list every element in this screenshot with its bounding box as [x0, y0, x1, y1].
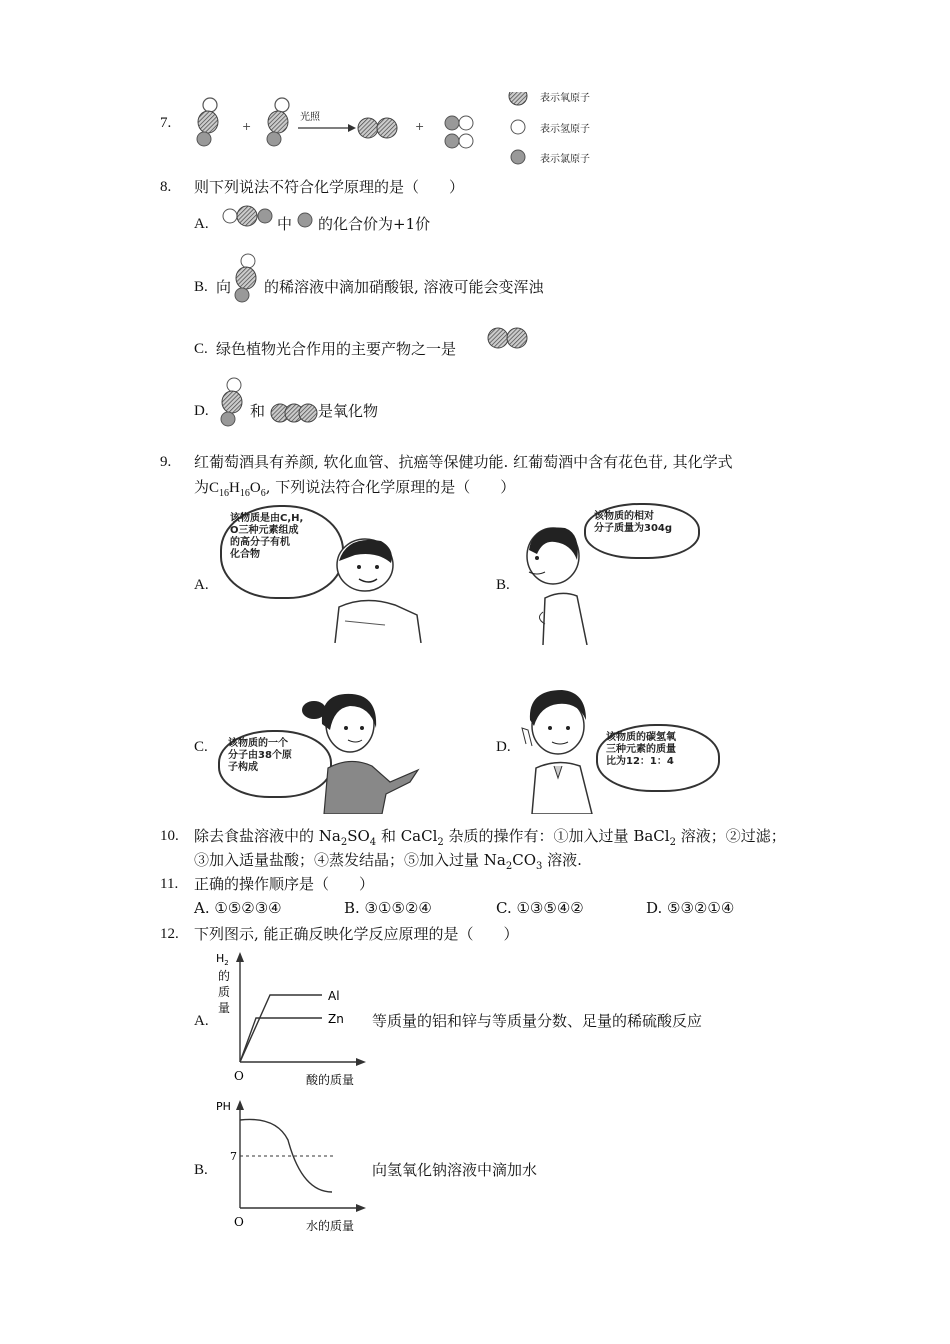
legend-chlorine: 表示氯原子 [540, 154, 590, 165]
question-12-stem: 下列图示, 能正确反映化学反应原理的是（ ） [194, 925, 519, 943]
q8-option-c-text: 绿色植物光合作用的主要产物之一是 [216, 340, 457, 358]
q11-option-c: C. ①③⑤④② [496, 899, 584, 917]
q8-option-c-label: C. [194, 341, 208, 357]
q12-chart-b [210, 1092, 380, 1236]
question-9-line-2: 为$C_{16}H_{16}O_6$, 下列说法符合化学原理的是（ ） [194, 478, 516, 499]
q11-option-b: B. ③①⑤②④ [344, 899, 432, 917]
question-9-number: 9. [160, 454, 172, 470]
ylabel-liang: 量 [218, 1001, 231, 1015]
o3-molecule-icon [270, 400, 318, 426]
o2-molecule-icon [486, 325, 534, 351]
q9-option-b-speech-bubble: 该物质的相对 分子质量为304g [584, 503, 700, 559]
q11-option-a: A. ①⑤②③④ [194, 899, 282, 917]
series-al: Al [328, 989, 340, 1003]
question-9-line-1: 红葡萄酒具有养颜, 软化血管、抗癌等保健功能. 红葡萄酒中含有花色苷, 其化学式 [194, 453, 733, 471]
boy-d-illustration [514, 686, 604, 814]
ylabel-ph: PH [216, 1100, 231, 1113]
q12-option-a-label: A. [194, 1013, 209, 1029]
o2-molecule [358, 118, 397, 138]
legend-hydrogen: 表示氢原子 [540, 124, 590, 135]
hocl-molecule-icon [232, 252, 262, 306]
ylabel-h: $H_2$ [216, 952, 229, 967]
boy-b-illustration [515, 520, 610, 645]
q12-option-b-text: 向氢氧化钠溶液中滴加水 [372, 1161, 538, 1179]
svg-text:+: + [415, 120, 425, 133]
q8-option-a-mid: 中 [277, 215, 293, 233]
q8-option-d-tail: 是氧化物 [318, 402, 379, 420]
origin-a: O [234, 1069, 244, 1083]
hocl-molecule-1 [197, 98, 218, 146]
hocl-molecule-icon-2 [218, 376, 248, 430]
svg-text:+: + [242, 120, 252, 133]
hcl-molecules [445, 116, 473, 148]
question-10-line-2: ③加入适量盐酸；④蒸发结晶；⑤加入过量 $Na_2CO_3$ 溶液. [194, 851, 582, 872]
question-10-line-1: 除去食盐溶液中的 $Na_2SO_4$ 和 CaCl$_2$ 杂质的操作有：①加入过量 BaCl$_2$ 溶液；②过滤； [194, 827, 786, 848]
origin-b: O [234, 1215, 244, 1229]
ylabel-de: 的 [218, 969, 231, 983]
question-11-number: 11. [160, 876, 179, 892]
q8-option-b-head: 向 [216, 278, 232, 296]
q9-option-d-speech-bubble: 该物质的碳氢氧 三种元素的质量 比为12：1：4 [596, 724, 720, 792]
tick-7: 7 [230, 1150, 237, 1163]
q8-option-b-label: B. [194, 279, 208, 295]
question-10-number: 10. [160, 828, 179, 844]
question-8-number: 8. [160, 179, 172, 195]
question-7-number: 7. [160, 115, 172, 131]
q8-option-d-label: D. [194, 403, 209, 419]
xlabel-b: 水的质量 [306, 1219, 355, 1233]
q8-option-a-tail: 的化合价为+1价 [318, 215, 431, 233]
q8-option-b-tail: 的稀溶液中滴加硝酸银, 溶液可能会变浑浊 [264, 278, 544, 296]
q8-option-a-label: A. [194, 216, 209, 232]
q9-option-b-label: B. [496, 577, 510, 593]
q9-option-d-label: D. [496, 739, 511, 755]
question-11-stem: 正确的操作顺序是（ ） [194, 875, 375, 893]
hclo-molecule-icon [220, 204, 320, 234]
question-8-stem: 则下列说法不符合化学原理的是（ ） [194, 178, 465, 196]
q9-option-a-speech-bubble: 该物质是由C,H, O三种元素组成 的高分子有机 化合物 [220, 505, 344, 599]
series-zn: Zn [328, 1012, 344, 1026]
q8-option-d-mid: 和 [250, 402, 266, 420]
question-12-number: 12. [160, 926, 179, 942]
arrow-label: 光照 [300, 112, 320, 123]
q9-option-a-label: A. [194, 577, 209, 593]
xlabel-a: 酸的质量 [306, 1073, 355, 1087]
q12-chart-a [210, 950, 380, 1090]
legend-oxygen: 表示氧原子 [540, 93, 590, 104]
boy-a-illustration [325, 535, 430, 643]
q11-option-d: D. ⑤③②①④ [646, 899, 735, 917]
q12-option-b-label: B. [194, 1162, 208, 1178]
q9-option-c-speech-bubble: 该物质的一个 分子由38个原 子构成 [218, 730, 332, 798]
q9-option-c-label: C. [194, 739, 208, 755]
q12-option-a-text: 等质量的铝和锌与等质量分数、足量的稀硫酸反应 [372, 1012, 703, 1030]
hocl-molecule-2 [267, 98, 289, 146]
ylabel-zhi: 质 [218, 985, 231, 999]
zn-line [240, 1018, 322, 1062]
girl-c-illustration [300, 686, 425, 814]
